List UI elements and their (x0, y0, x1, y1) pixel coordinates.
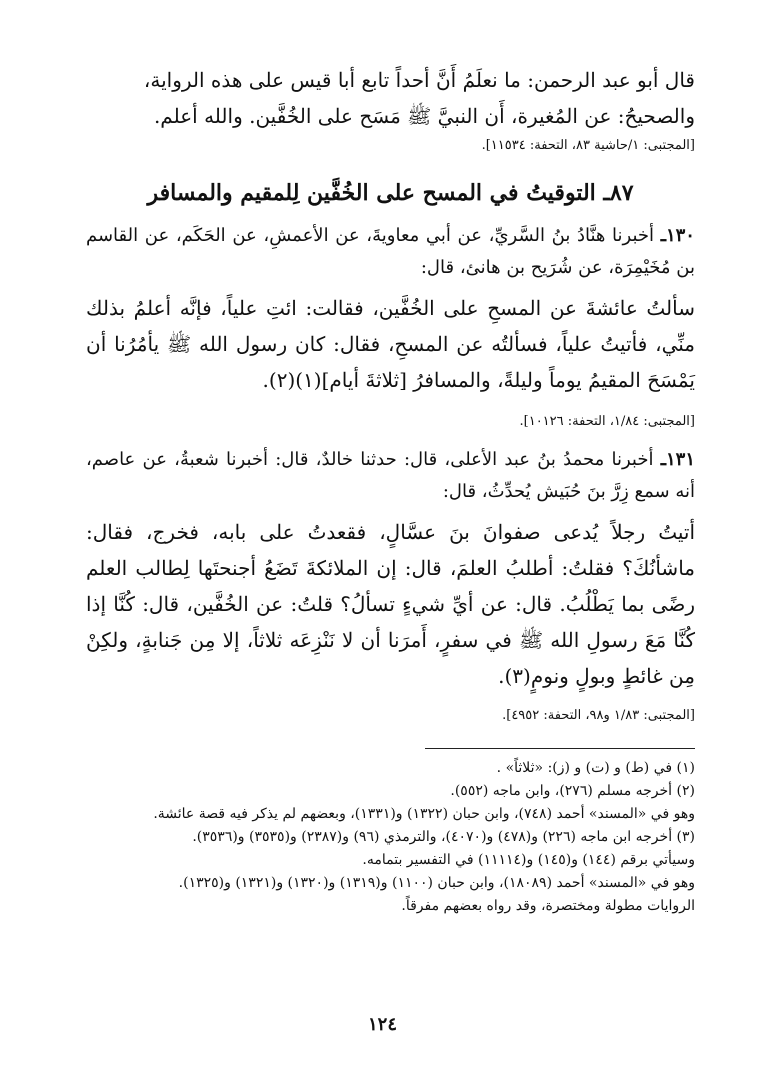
hadith-131-reference: [المجتبى: ١/٨٣ و٩٨، التحفة: ٤٩٥٢]. (502, 708, 695, 723)
footnote-2-cont: وهو في «المسند» أحمد (٧٤٨)، وابن حبان (١٣٢٢) و(١٣٣١)، وبعضهم لم يذكر فيه قصة عائشة. (153, 806, 695, 822)
hadith-130-isnad-text: أخبرنا هنَّادُ بنُ السَّريِّ، عن أبي معاويةَ، عن الأعمشِ، عن الحَكَم، عن القاسم بن مُخَيْمِرَة، عن شُرَيح بن هانئ، قال: (86, 225, 695, 278)
intro-line-1: قال أبو عبد الرحمن: ما نعلَمُ أَنَّ أحداً تابع أبا قيس على هذه الرواية، (143, 68, 695, 92)
intro-reference: [المجتبى: ١/حاشية ٨٣، التحفة: ١١٥٣٤]. (481, 138, 695, 153)
page-number: ١٢٤ (367, 1014, 397, 1035)
hadith-131-isnad-text: أخبرنا محمدُ بنُ عبد الأعلى، قال: حدثنا خالدٌ، قال: أخبرنا شعبةُ، عن عاصم، أنه سمع زِرَّ بنَ حُبَيش يُحدِّثُ، قال: (86, 449, 695, 502)
hadith-130-reference: [المجتبى: ١/٨٤، التحفة: ١٠١٢٦]. (519, 414, 695, 429)
hadith-131-matn: أتيتُ رجلاً يُدعى صفوانَ بنَ عسَّالٍ، فقعدتُ على بابه، فخرج، فقال: ماشأنُكَ؟ فقلتُ: أطلبُ العلمَ، قال: إن الملائكةَ تَضَعُ أجنحتَها لِطالب العلم رضًى بما يَطْلُبُ. قال: عن أيِّ شيءٍ تسألُ؟ قلتُ: عن الخُفَّين، قال: كُنَّا إذا كُنَّا مَعَ رسولِ الله ﷺ في سفرٍ، أَمرَنا أن لا نَنْزِعَه ثلاثاً، إلا مِن جَنابةٍ، ولكِنْ مِن غائطٍ وبولٍ ونومٍ(٣). (86, 520, 695, 688)
footnote-1: (١) في (ط) و (ت) و (ز): «ثلاثاً» . (496, 760, 695, 776)
hadith-131-isnad (86, 444, 695, 508)
footnote-2: (٢) أخرجه مسلم (٢٧٦)، وابن ماجه (٥٥٢). (450, 783, 695, 799)
footnote-3-cont-c: الروايات مطولة ومختصرة، وقد رواه بعضهم مفرقاً. (401, 898, 695, 914)
hadith-130-number: ١٣٠ـ (660, 225, 695, 246)
footnotes (86, 757, 695, 918)
footnote-3-cont-a: وسيأتي برقم (١٤٤) و(١٤٥) و(١١١١٤) في التفسير بتمامه. (362, 852, 695, 868)
hadith-131-number: ١٣١ـ (660, 449, 695, 470)
footnote-divider (425, 748, 695, 749)
footnote-3-cont-b: وهو في «المسند» أحمد (١٨٠٨٩)، وابن حبان (١١٠٠) و(١٣١٩) و(١٣٢٠) و(١٣٢١) و(١٣٢٥). (178, 875, 695, 891)
hadith-130-isnad (86, 220, 695, 284)
chapter-title: ٨٧ـ التوقيتُ في المسح على الخُفَّين لِلمقيم والمسافر (147, 180, 634, 206)
hadith-130-matn: سألتُ عائشةَ عن المسحِ على الخُفَّين، فقالت: ائتِ علياً، فإنَّه أعلمُ بذلك منِّي، فأتيتُ علياً، فسألتُه عن المسحِ، فقال: كان رسول الله ﷺ يأمُرُنا أن يَمْسَحَ المقيمُ يوماً وليلةً، والمسافرُ [ثلاثةَ أيام](١)(٢). (86, 296, 695, 392)
intro-line-2: والصحيحُ: عن المُغيرة، أَن النبيَّ ﷺ مَسَح على الخُفَّين. والله أعلم. (153, 104, 695, 128)
footnote-3: (٣) أخرجه ابن ماجه (٢٢٦) و(٤٧٨) و(٤٠٧٠)، والترمذي (٩٦) و(٢٣٨٧) و(٣٥٣٥) و(٣٥٣٦). (192, 829, 695, 845)
